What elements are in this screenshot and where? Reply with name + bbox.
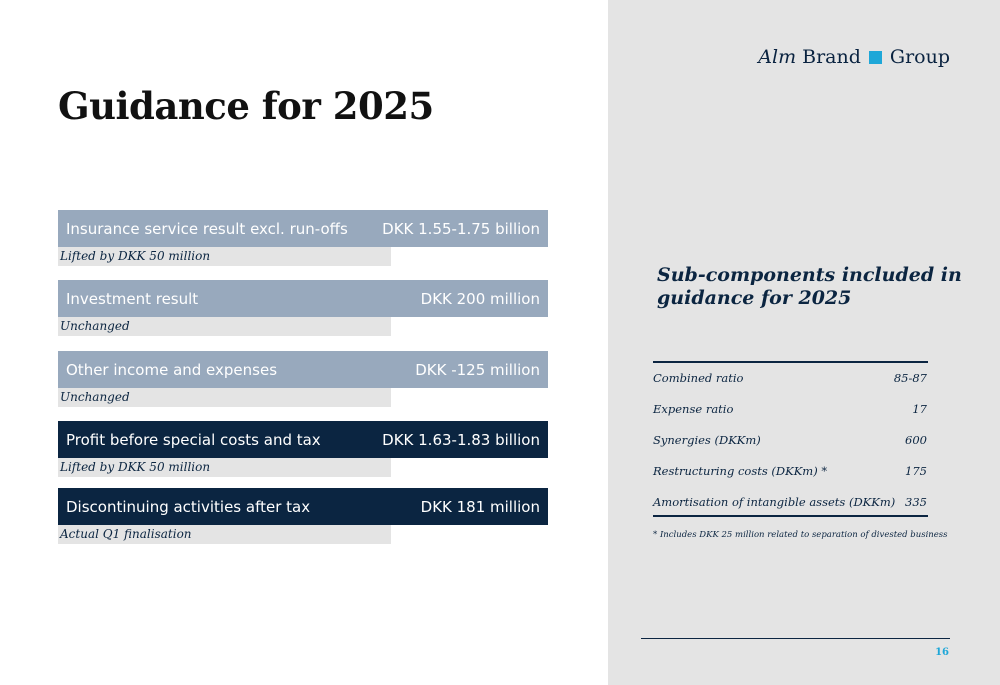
right-panel [608, 0, 1000, 685]
guidance-label: Insurance service result excl. run-offs [66, 219, 348, 238]
row-value: 17 [912, 402, 927, 416]
row-label: Combined ratio [653, 371, 744, 385]
row-label: Amortisation of intangible assets (DKKm) [653, 495, 896, 509]
table-row [653, 402, 927, 416]
guidance-row-other-income [58, 351, 548, 388]
table-row [653, 371, 927, 385]
guidance-row-insurance [58, 210, 548, 247]
row-label: Restructuring costs (DKKm) * [653, 464, 828, 478]
guidance-label: Investment result [66, 289, 199, 308]
table-row [653, 433, 927, 447]
guidance-row-investment [58, 280, 548, 317]
subcomponents-title-line2: guidance for 2025 [657, 287, 852, 309]
row-value: 335 [905, 495, 927, 509]
logo-brand: Brand [802, 46, 861, 68]
row-label: Expense ratio [653, 402, 734, 416]
company-logo [758, 46, 950, 68]
row-value: 85-87 [893, 371, 927, 385]
guidance-note: Unchanged [58, 388, 391, 407]
guidance-label: Discontinuing activities after tax [66, 497, 311, 516]
guidance-value: DKK 1.63-1.83 billion [382, 430, 540, 449]
guidance-row-discontinuing [58, 488, 548, 525]
table-row [653, 495, 927, 509]
guidance-value: DKK 181 million [420, 497, 540, 516]
subcomponents-title-line1: Sub-components included in [657, 264, 962, 286]
page-number: 16 [935, 647, 949, 658]
guidance-note: Unchanged [58, 317, 391, 336]
guidance-note: Lifted by DKK 50 million [58, 247, 391, 266]
guidance-label: Other income and expenses [66, 360, 278, 379]
page-title: Guidance for 2025 [58, 84, 434, 128]
guidance-value: DKK 1.55-1.75 billion [382, 219, 540, 238]
guidance-value: DKK 200 million [420, 289, 540, 308]
guidance-row-profit [58, 421, 548, 458]
guidance-value: DKK -125 million [415, 360, 540, 379]
logo-group: Group [889, 46, 950, 68]
row-value: 175 [905, 464, 927, 478]
footer-rule [641, 638, 950, 639]
table-bottom-rule [653, 515, 928, 517]
logo-square-icon [869, 51, 882, 64]
guidance-note: Lifted by DKK 50 million [58, 458, 391, 477]
footnote: * Includes DKK 25 million related to separation of divested business [653, 530, 948, 540]
table-row [653, 464, 927, 478]
row-value: 600 [905, 433, 927, 447]
guidance-label: Profit before special costs and tax [66, 430, 321, 449]
subcomponents-title [657, 264, 962, 310]
logo-alm: Alm [758, 46, 797, 68]
guidance-note: Actual Q1 finalisation [58, 525, 391, 544]
row-label: Synergies (DKKm) [653, 433, 761, 447]
table-top-rule [653, 361, 928, 363]
